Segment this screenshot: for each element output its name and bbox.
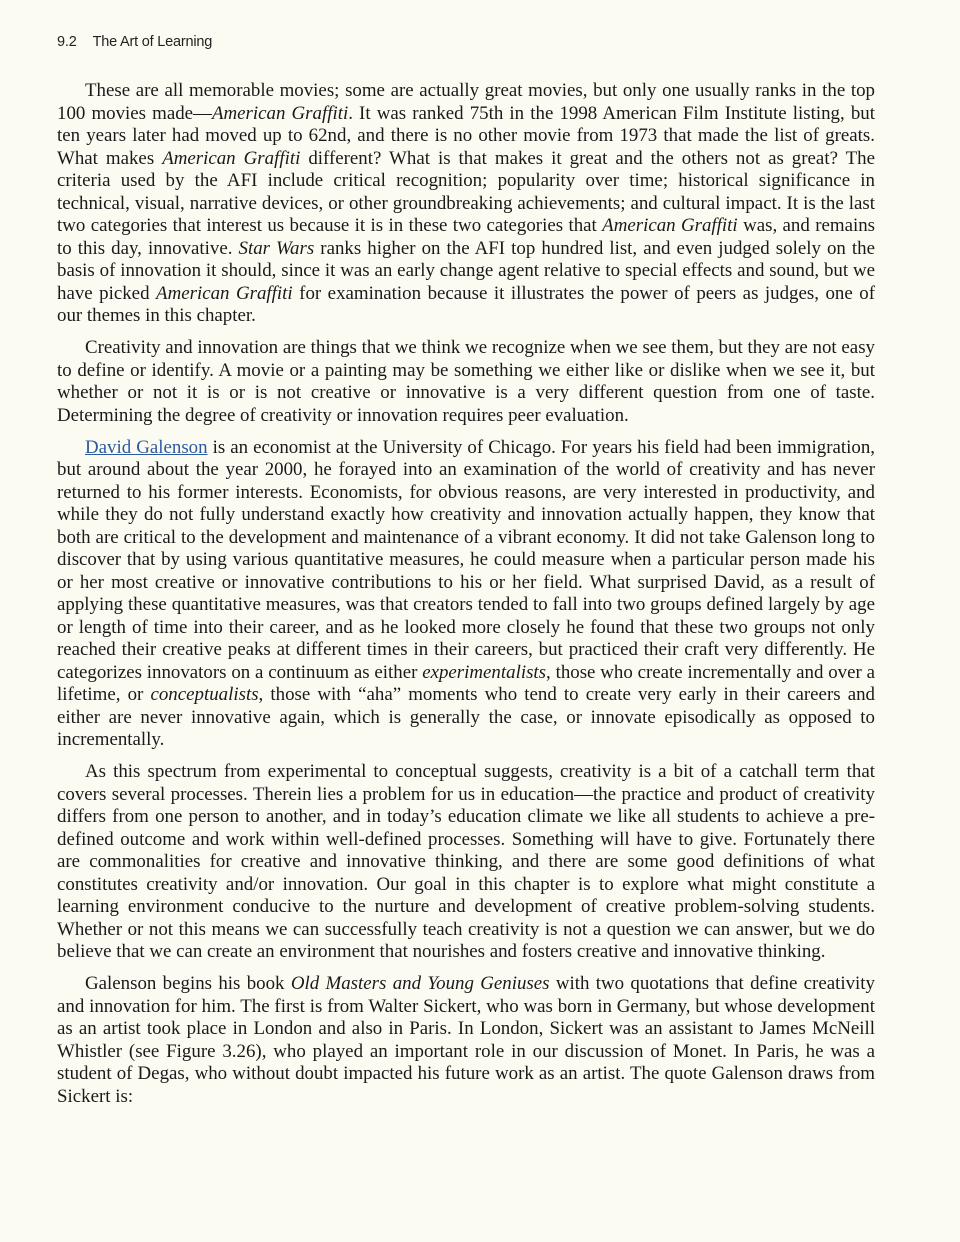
text-run: ranks higher on the AFI top hundred list, and even judged solely on the basis of innovation it should, since it was an early change agent relative to special effects and sound, but we have picked (57, 237, 875, 304)
italic-text: American Graffiti (156, 282, 293, 304)
text-run: , those with “aha” moments who tend to create very early in their careers and either are never innovative again, which is generally the case, or innovate episodically as opposed to incrementally. (57, 684, 875, 750)
section-number: 9.2 (57, 34, 77, 50)
text-run: As this spectrum from experimental to conceptual suggests, creativity is a bit of a catchall term that covers several processes. Therein lies a problem for us in education—the practice and product of creativity differs from one person to another, and in today’s education climate we like all students to achieve a pre-defined outcome and work within well-defined processes. Something will have to give. Fortunately there are commonalities for creative and innovative thinking, and there are some good definitions of what constitutes creativity and/or innovation. Our goal in this chapter is to explore what might constitute a learning environment conducive to the nurture and development of creative problem-solving students. Whether or not this means we can successfully teach creativity is not a question we can answer, but we do believe that we can create an environment that nourishes and fosters creative and innovative thinking. (57, 761, 875, 962)
italic-text: conceptualists (150, 684, 259, 705)
italic-text: American Graffiti (162, 147, 301, 169)
italic-text: American Graffiti (211, 102, 349, 124)
paragraph-1 (57, 80, 875, 328)
text-run: Creativity and innovation are things that we think we recognize when we see them, but they are not easy to define or identify. A movie or a painting may be something we either like or dislike when we see it, but whether or not it is or is not creative or innovative is a very different question from one of taste. Determining the degree of creativity or innovation requires peer evaluation. (57, 337, 875, 426)
italic-text: Old Masters and Young Geniuses (290, 973, 550, 994)
paragraph-2 (57, 337, 875, 427)
text-run: , those who create incrementally and over a lifetime, or (57, 661, 875, 705)
paragraph-5 (57, 973, 875, 1108)
text-run: for examination because it illustrates the power of peers as judges, one of our themes in this chapter. (57, 282, 875, 326)
text-run: with two quotations that define creativity and innovation for him. The first is from Walter Sickert, who was born in Germany, but whose development as an artist took place in London and also in Paris. In London, Sickert was an assistant to James McNeill Whistler (see Figure 3.26), who played an important role in our discussion of Monet. In Paris, he was a student of Degas, who without doubt impacted his future work as an artist. The quote Galenson draws from Sickert is: (57, 973, 875, 1107)
body-text (57, 80, 875, 1118)
paragraph-3 (57, 437, 875, 752)
text-run: was, and remains to this day, innovative. (57, 215, 875, 259)
running-header (57, 34, 212, 50)
text-run: different? What is that makes it great and the others not as great? The criteria used by the AFI include critical recognition; popularity over time; historical significance in technical, visual, narrative devices, or other groundbreaking achievements; and cultural impact. It is the last two categories that interest us because it is in these two categories that (57, 147, 875, 236)
text-run: These are all memorable movies; some are actually great movies, but only one usually ranks in the top 100 movies made— (57, 80, 875, 124)
section-title: The Art of Learning (92, 34, 213, 50)
italic-text: American Graffiti (602, 215, 738, 236)
text-run: is an economist at the University of Chicago. For years his field had been immigration, but around about the year 2000, he forayed into an examination of the world of creativity and has never returned to his former interests. Economists, for obvious reasons, are very interested in productivity, and while they do not fully understand exactly how creativity and innovation actually happen, they know that both are critical to the development and maintenance of a vibrant economy. It did not take Galenson long to discover that by using various quantitative measures, he could measure when a particular person made his or her most creative or innovative contributions to his or her field. What surprised David, as a result of applying these quantitative measures, was that creators tended to fall into two groups defined largely by age or length of time into their career, and as he looked more closely he found that these two groups not only reached their creative peaks at different times in their careers, but practiced their craft very differently. He categorizes innovators on a continuum as either (57, 436, 875, 683)
italic-text: Star Wars (238, 237, 315, 259)
paragraph-4 (57, 761, 875, 964)
author-link[interactable]: David Galenson (85, 436, 208, 458)
text-run: . It was ranked 75th in the 1998 American Film Institute listing, but ten years later had moved up to 62nd, and there is no other movie from 1973 that made the list of greats. What makes (57, 102, 875, 169)
italic-text: experimentalists (422, 661, 547, 683)
text-run: Galenson begins his book (85, 973, 291, 994)
